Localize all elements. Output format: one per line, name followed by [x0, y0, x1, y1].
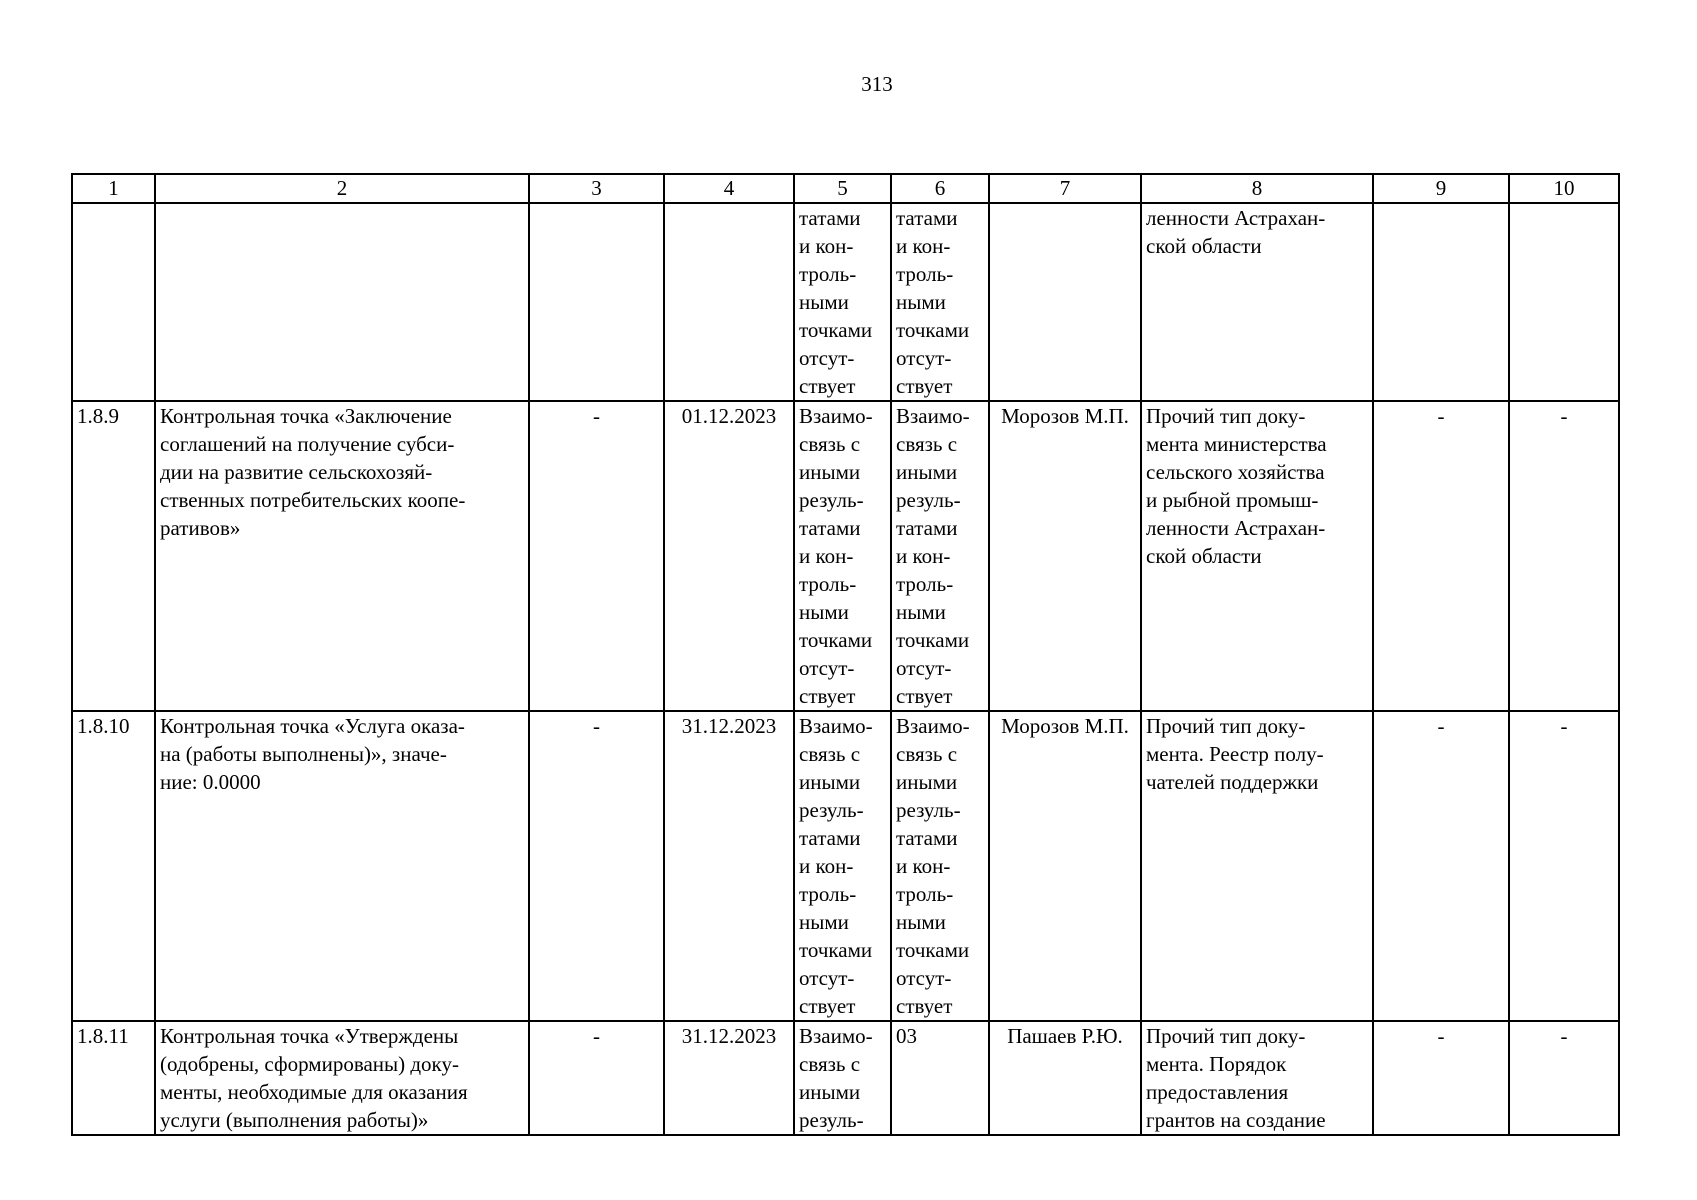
row-number-cell: 1.8.10 [72, 711, 155, 1021]
column-header: 10 [1509, 174, 1619, 203]
description-cell: Контрольная точка «Утверждены (одобрены, сформированы) доку- менты, необходимые для оказания услуги (выполнения работы)» [155, 1021, 529, 1135]
successor-cell: татами и кон- троль- ными точками отсут- ствует [891, 203, 989, 401]
end-date-cell: 31.12.2023 [664, 1021, 794, 1135]
row-number-cell: 1.8.9 [72, 401, 155, 711]
column-9-cell: - [1373, 1021, 1509, 1135]
responsible-cell: Пашаев Р.Ю. [989, 1021, 1141, 1135]
predecessor-cell: татами и кон- троль- ными точками отсут- ствует [794, 203, 891, 401]
column-header: 1 [72, 174, 155, 203]
table-row [72, 711, 1619, 1021]
responsible-cell: Морозов М.П. [989, 711, 1141, 1021]
table-row [72, 401, 1619, 711]
column-9-cell: - [1373, 711, 1509, 1021]
start-date-cell [529, 203, 664, 401]
document-table [71, 173, 1620, 1136]
responsible-cell [989, 203, 1141, 401]
successor-cell: 03 [891, 1021, 989, 1135]
document-type-cell: Прочий тип доку- мента. Реестр полу- чателей поддержки [1141, 711, 1373, 1021]
column-header: 2 [155, 174, 529, 203]
start-date-cell: - [529, 401, 664, 711]
row-number-cell: 1.8.11 [72, 1021, 155, 1135]
successor-cell: Взаимо- связь с иными резуль- татами и кон- троль- ными точками отсут- ствует [891, 401, 989, 711]
description-cell: Контрольная точка «Услуга оказа- на (работы выполнены)», значе- ние: 0.0000 [155, 711, 529, 1021]
document-type-cell: Прочий тип доку- мента министерства сельского хозяйства и рыбной промыш- ленности Астрахан- ской области [1141, 401, 1373, 711]
end-date-cell: 31.12.2023 [664, 711, 794, 1021]
table-header-row [72, 174, 1619, 203]
predecessor-cell: Взаимо- связь с иными резуль- [794, 1021, 891, 1135]
column-header: 3 [529, 174, 664, 203]
column-9-cell: - [1373, 401, 1509, 711]
column-10-cell: - [1509, 1021, 1619, 1135]
column-9-cell [1373, 203, 1509, 401]
table-row [72, 1021, 1619, 1135]
description-cell: Контрольная точка «Заключение соглашений на получение субси- дии на развитие сельскохозяй- ственных потребительских коопе- ративов» [155, 401, 529, 711]
column-10-cell [1509, 203, 1619, 401]
document-type-cell: ленности Астрахан- ской области [1141, 203, 1373, 401]
predecessor-cell: Взаимо- связь с иными резуль- татами и кон- троль- ными точками отсут- ствует [794, 401, 891, 711]
start-date-cell: - [529, 1021, 664, 1135]
end-date-cell: 01.12.2023 [664, 401, 794, 711]
column-10-cell: - [1509, 711, 1619, 1021]
column-header: 8 [1141, 174, 1373, 203]
column-10-cell: - [1509, 401, 1619, 711]
successor-cell: Взаимо- связь с иными резуль- татами и кон- троль- ными точками отсут- ствует [891, 711, 989, 1021]
end-date-cell [664, 203, 794, 401]
start-date-cell: - [529, 711, 664, 1021]
column-header: 5 [794, 174, 891, 203]
column-header: 7 [989, 174, 1141, 203]
column-header: 6 [891, 174, 989, 203]
column-header: 9 [1373, 174, 1509, 203]
document-type-cell: Прочий тип доку- мента. Порядок предоставления грантов на создание [1141, 1021, 1373, 1135]
column-header: 4 [664, 174, 794, 203]
description-cell [155, 203, 529, 401]
predecessor-cell: Взаимо- связь с иными резуль- татами и кон- троль- ными точками отсут- ствует [794, 711, 891, 1021]
responsible-cell: Морозов М.П. [989, 401, 1141, 711]
table-row [72, 203, 1619, 401]
page-number: 313 [861, 72, 893, 96]
row-number-cell [72, 203, 155, 401]
